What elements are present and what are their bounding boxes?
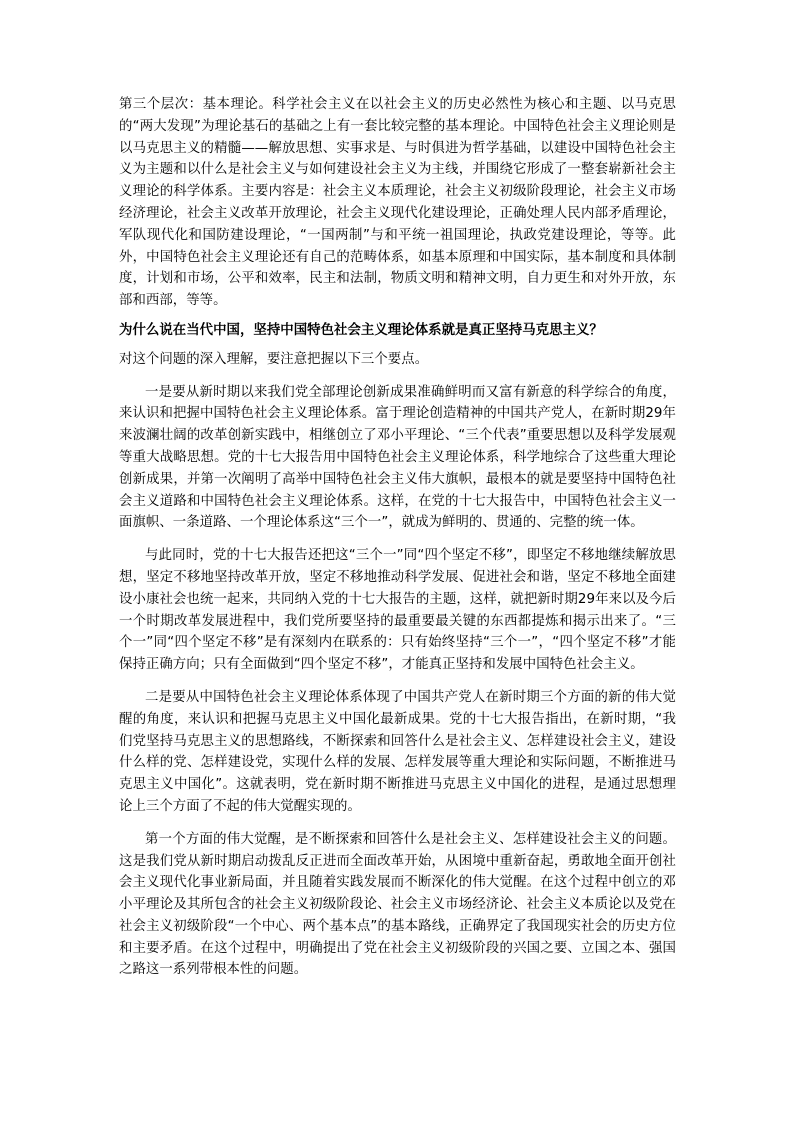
paragraph-lead: 对这个问题的深入理解，要注意把握以下三个要点。 <box>119 351 429 367</box>
paragraph-point-two: 二是要从中国特色社会主义理论体系体现了中国共产党人在新时期三个方面的新的伟大觉醒的角度，来认识和把握马克思主义中国化最新成果。党的十七大报告指出，在新时期，“我们党坚持马克思主义的思想路线，不断探索和回答什么是社会主义、怎样建设社会主义，建设什么样的党、怎样建设党，实现什么样的发展、怎样发展等重大理论和实际问题，不断推进马克思主义中国化”。这就表明，党在新时期不断推进马克思主义中国化的进程，是通过思想理论上三个方面了不起的伟大觉醒实现的。 <box>119 689 676 814</box>
paragraph-point-one: 一是要从新时期以来我们党全部理论创新成果准确鲜明而又富有新意的科学综合的角度，来认识和把握中国特色社会主义理论体系。富于理论创造精神的中国共产党人，在新时期29年来波澜壮阔的改革创新实践中，相继创立了邓小平理论、“三个代表”重要思想以及科学发展观等重大战略思想。党的十七大报告用中国特色社会主义理论体系，科学地综合了这些重大理论创新成果，并第一次阐明了高举中国特色社会主义伟大旗帜，最根本的就是要坚持中国特色社会主义道路和中国特色社会主义理论体系。这样，在党的十七大报告中，中国特色社会主义一面旗帜、一条道路、一个理论体系这“三个一”，就成为鲜明的、贯通的、完整的统一体。 <box>119 384 676 531</box>
section-heading: 为什么说在当代中国，坚持中国特色社会主义理论体系就是真正坚持马克思主义？ <box>119 322 603 338</box>
paragraph-meanwhile: 与此同时，党的十七大报告还把这“三个一”同“四个坚定不移”，即坚定不移地继续解放思想，坚定不移地坚持改革开放，坚定不移地推动科学发展、促进社会和谐，坚定不移地全面建设小康社会也统一起来，共同纳入党的十七大报告的主题，这样，就把新时期29年来以及今后一个时期改革发展进程中，我们党所要坚持的最重要最关键的东西都提炼和揭示出来了。“三个一”同“四个坚定不移”是有深刻内在联系的：只有始终坚持“三个一”，“四个坚定不移”才能保持正确方向；只有全面做到“四个坚定不移”，才能真正坚持和发展中国特色社会主义。 <box>119 548 676 673</box>
paragraph-first-awakening: 第一个方面的伟大觉醒，是不断探索和回答什么是社会主义、怎样建设社会主义的问题。这是我们党从新时期启动拨乱反正进而全面改革开始，从困境中重新奋起，勇敢地全面开创社会主义现代化事业新局面，并且随着实践发展而不断深化的伟大觉醒。在这个过程中创立的邓小平理论及其所包含的社会主义初级阶段论、社会主义市场经济论、社会主义本质论以及党在社会主义初级阶段“一个中心、两个基本点”的基本路线，正确界定了我国现实社会的历史方位和主要矛盾。在这个过程中，明确提出了党在社会主义初级阶段的兴国之要、立国之本、强国之路这一系列带根本性的问题。 <box>119 831 676 978</box>
paragraph-basic-theory: 第三个层次：基本理论。科学社会主义在以社会主义的历史必然性为核心和主题、以马克思的“两大发现”为理论基石的基础之上有一套比较完整的基本理论。中国特色社会主义理论则是以马克思主义的精髓——解放思想、实事求是、与时俱进为哲学基础，以建设中国特色社会主义为主题和以什么是社会主义与如何建设社会主义为主线，并围绕它形成了一整套崭新社会主义理论的科学体系。主要内容是：社会主义本质理论，社会主义初级阶段理论，社会主义市场经济理论，社会主义改革开放理论，社会主义现代化建设理论，正确处理人民内部矛盾理论，军队现代化和国防建设理论，“一国两制”与和平统一祖国理论，执政党建设理论，等等。此外，中国特色社会主义理论还有自己的范畴体系，如基本原理和中国实际，基本制度和具体制度，计划和市场，公平和效率，民主和法制，物质文明和精神文明，自力更生和对外开放，东部和西部，等等。 <box>119 97 676 309</box>
